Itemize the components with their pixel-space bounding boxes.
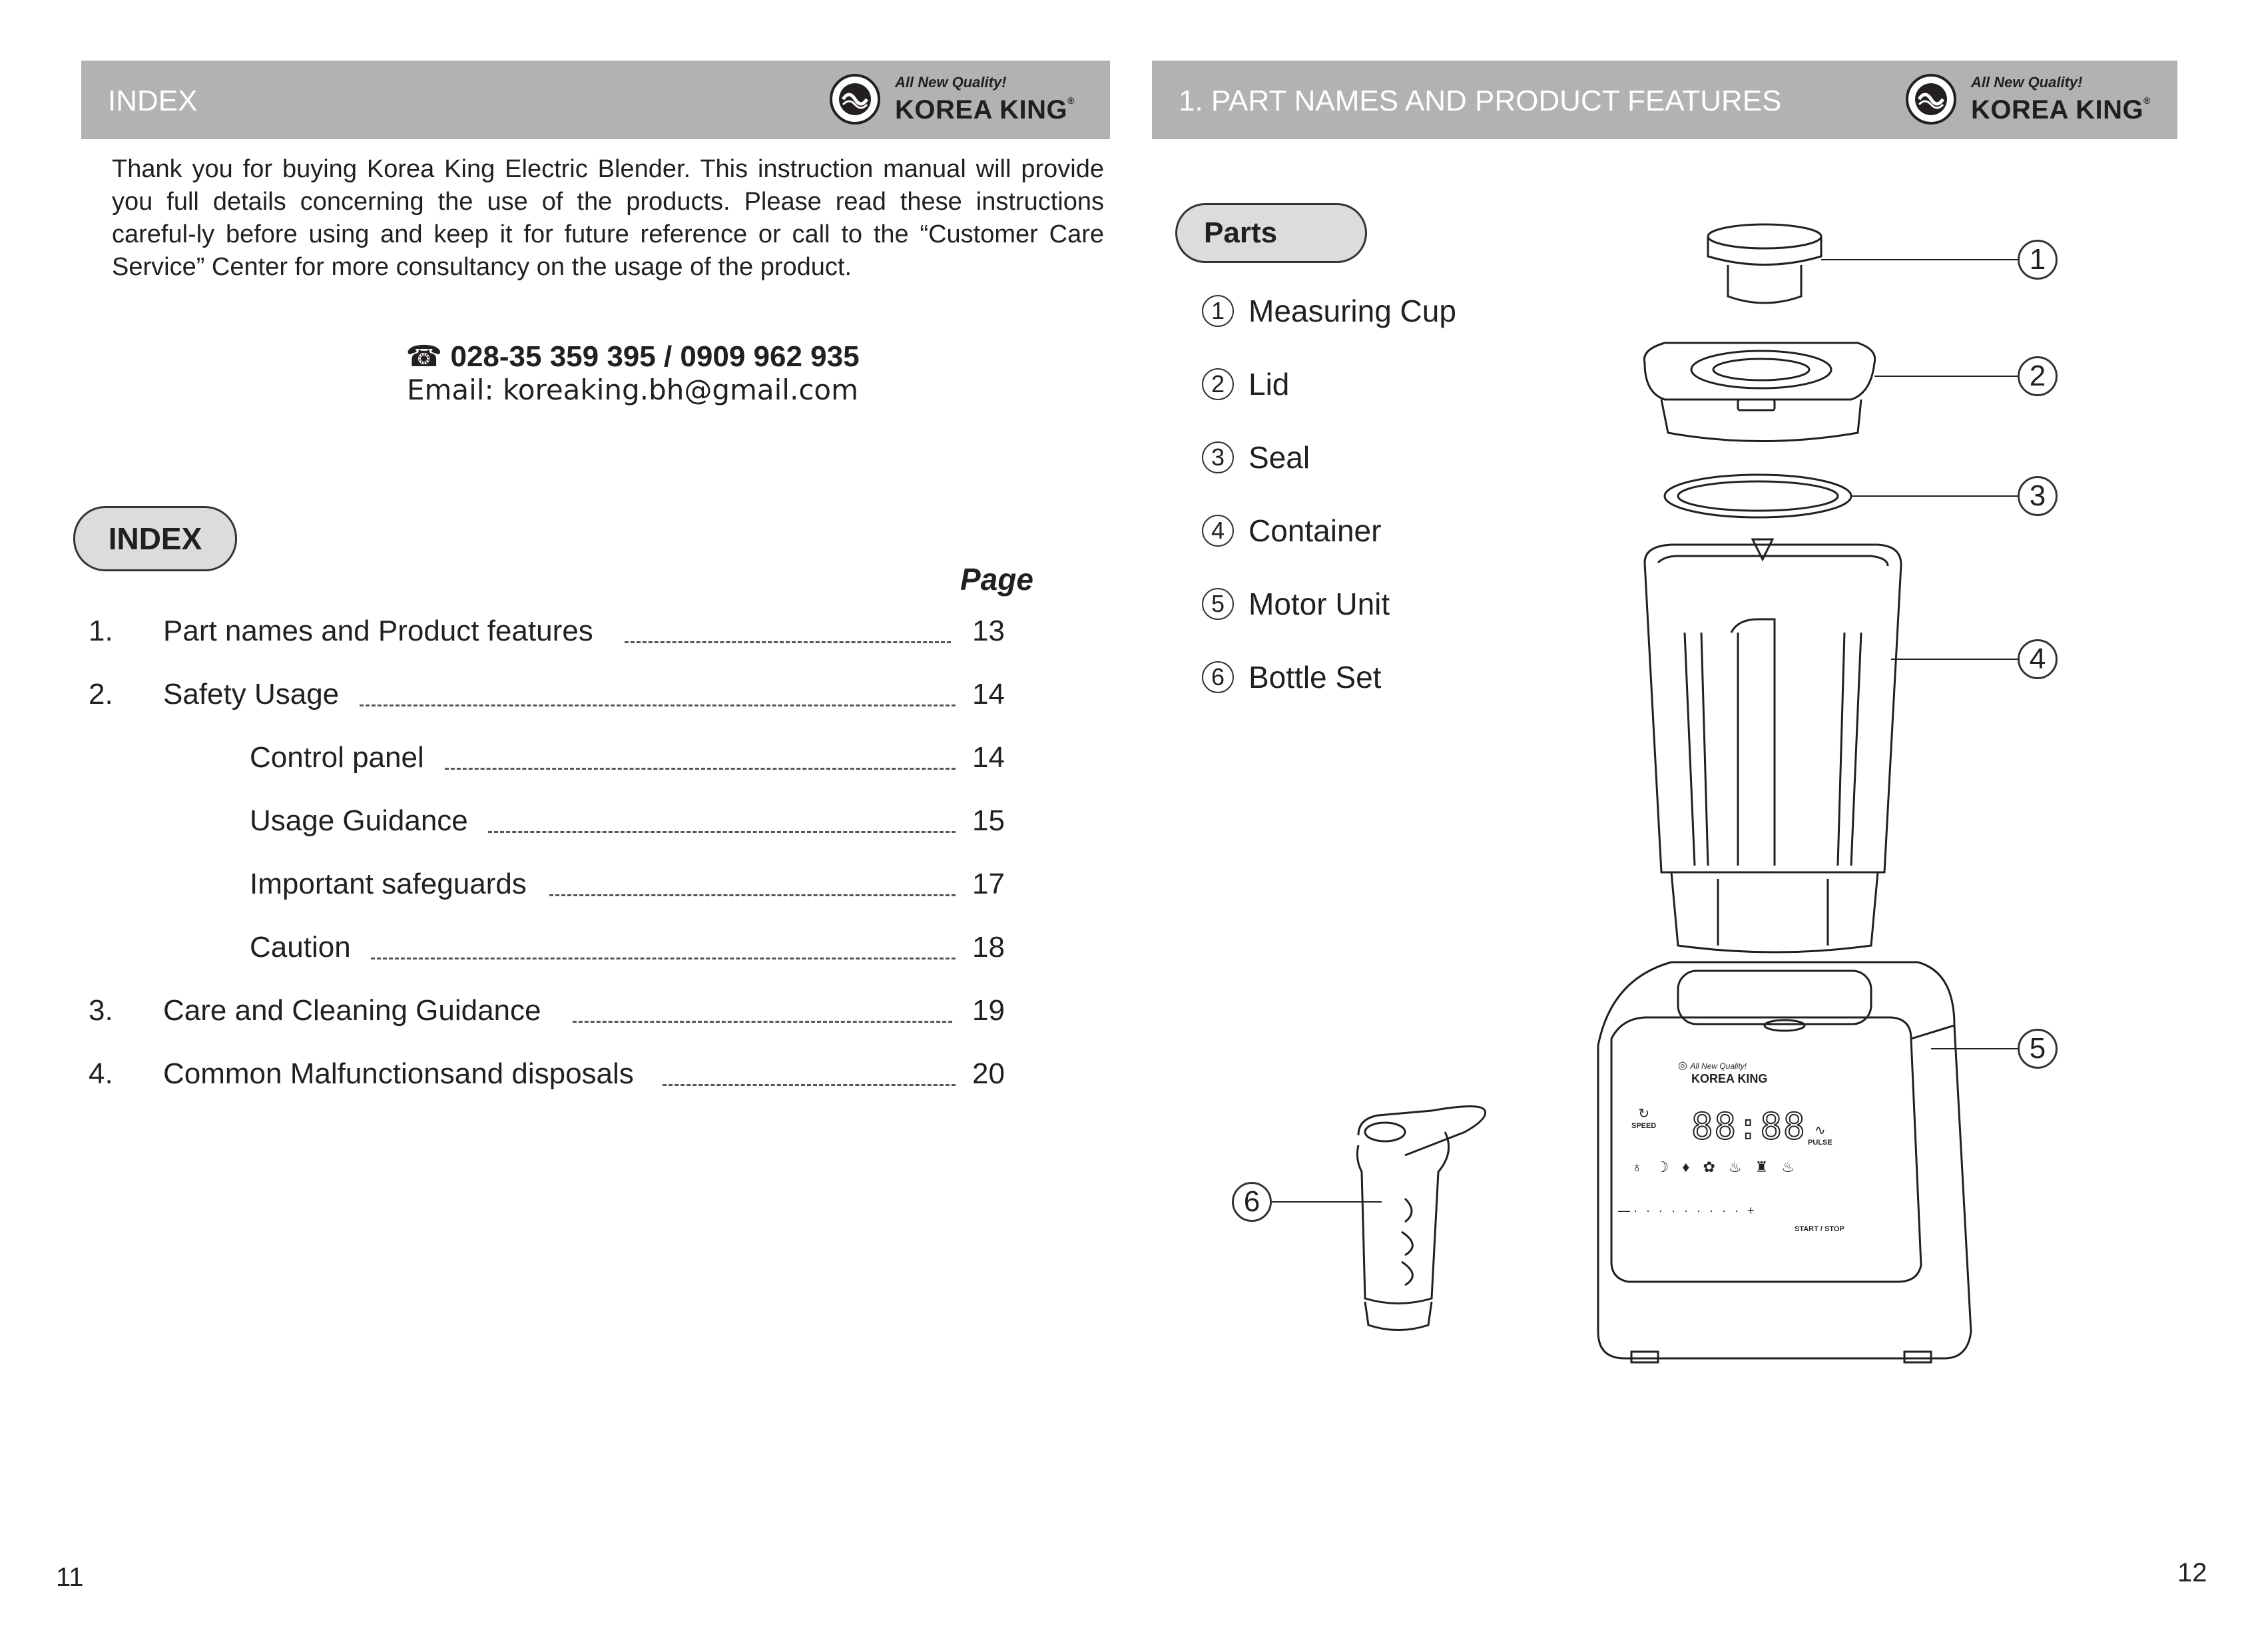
part-number-circle: 1 <box>1202 295 1234 327</box>
part-label: Seal <box>1249 440 1310 475</box>
toc-label: Usage Guidance <box>250 804 468 837</box>
part-number-circle: 5 <box>1202 588 1234 620</box>
toc-leader <box>445 768 956 770</box>
control-panel <box>1618 1059 1911 1258</box>
cup-icon[interactable]: ♜ <box>1755 1159 1782 1175</box>
start-stop-button[interactable]: START / STOP <box>1795 1225 1844 1233</box>
part-number-circle: 6 <box>1202 661 1234 693</box>
toc-page: 13 <box>972 615 1005 647</box>
toc-page: 18 <box>972 931 1005 964</box>
toc-row[interactable] <box>0 804 1065 844</box>
toc-number: 2. <box>89 678 113 710</box>
logo-brand: KOREA KING® <box>1971 95 2151 125</box>
logo-tagline: All New Quality! <box>895 74 1007 91</box>
banana-icon[interactable]: ☽ <box>1655 1159 1683 1175</box>
panel-brand: ◎ All New Quality! KOREA KING <box>1678 1060 1768 1085</box>
toc-row[interactable] <box>0 931 1065 971</box>
bottle-set-drawing <box>1357 1107 1485 1330</box>
plus-button[interactable]: + <box>1747 1204 1755 1217</box>
pepper-icon[interactable]: ♦ <box>1682 1159 1703 1175</box>
seal-drawing <box>1665 475 1851 517</box>
logo-brand: KOREA KING® <box>895 95 1075 125</box>
toc-number: 3. <box>89 994 113 1027</box>
right-brand-logo <box>1904 70 2171 130</box>
toc-page: 14 <box>972 741 1005 774</box>
panel-display: 88:88 <box>1691 1105 1807 1147</box>
herb-icon[interactable]: ✿ <box>1703 1159 1729 1175</box>
lid-drawing <box>1644 343 1874 441</box>
part-number-circle: 4 <box>1202 515 1234 547</box>
korea-king-emblem-icon <box>1904 73 1958 126</box>
phone-number: 028-35 359 395 / 0909 962 935 <box>450 340 860 373</box>
left-page-number: 11 <box>56 1563 84 1592</box>
email-line: Email: koreaking.bh@gmail.com <box>406 374 859 406</box>
right-header-bar <box>1152 61 2177 139</box>
toc-leader <box>488 831 956 833</box>
table-of-contents <box>0 0 1110 1132</box>
slider-dots: · · · · · · · · · <box>1633 1204 1747 1217</box>
toc-leader <box>625 641 951 643</box>
toc-row[interactable] <box>0 615 1065 655</box>
toc-label: Safety Usage <box>163 678 340 710</box>
toc-label: Care and Cleaning Guidance <box>163 994 541 1027</box>
toc-row[interactable] <box>0 868 1065 908</box>
right-page-number: 12 <box>2177 1558 2207 1587</box>
toc-label: Caution <box>250 931 351 964</box>
toc-page: 20 <box>972 1057 1005 1090</box>
toc-label: Important safeguards <box>250 868 527 900</box>
speed-button[interactable]: ↻ SPEED <box>1631 1107 1657 1130</box>
soup-icon[interactable]: ♨ <box>1781 1159 1809 1175</box>
callout-1: 1 <box>2018 240 2058 280</box>
toc-row[interactable] <box>0 678 1065 718</box>
toc-page: 17 <box>972 868 1005 900</box>
toc-leader <box>573 1021 952 1023</box>
container-drawing <box>1645 539 1901 952</box>
apple-icon[interactable]: ♁ <box>1631 1159 1656 1175</box>
toc-number: 4. <box>89 1057 113 1090</box>
left-header-title: INDEX <box>108 85 198 117</box>
part-label: Motor Unit <box>1249 587 1390 621</box>
toc-row[interactable] <box>0 741 1065 781</box>
toc-leader <box>371 958 956 960</box>
toc-label: Common Malfunctionsand disposals <box>163 1057 634 1090</box>
pulse-button[interactable]: ∿ PULSE <box>1808 1123 1832 1147</box>
minus-button[interactable]: — <box>1618 1204 1630 1217</box>
callout-5: 5 <box>2018 1029 2058 1069</box>
speed-icon: ↻ <box>1638 1107 1650 1121</box>
page-column-header: Page <box>960 562 1033 597</box>
toc-number: 1. <box>89 615 113 647</box>
callout-2: 2 <box>2018 356 2058 396</box>
toc-leader <box>360 704 956 706</box>
parts-section-pill: Parts <box>1175 203 1367 263</box>
part-label: Bottle Set <box>1249 660 1382 694</box>
toc-page: 15 <box>972 804 1005 837</box>
panel-emblem-icon: ◎ <box>1678 1060 1687 1071</box>
toc-page: 14 <box>972 678 1005 710</box>
thermometer-icon[interactable]: ♨ <box>1728 1159 1755 1175</box>
measuring-cup-drawing <box>1708 224 1821 303</box>
part-label: Lid <box>1249 367 1290 402</box>
part-number-circle: 2 <box>1202 368 1234 400</box>
toc-row[interactable] <box>0 1057 1065 1097</box>
toc-leader <box>549 894 956 896</box>
part-label: Container <box>1249 513 1382 548</box>
toc-leader <box>663 1084 956 1086</box>
index-section-pill: INDEX <box>73 506 237 571</box>
toc-page: 19 <box>972 994 1005 1027</box>
callout-4: 4 <box>2018 639 2058 679</box>
intro-paragraph: Thank you for buying Korea King Electric Blender. This instruction manual will provide you full details concerning the use of the products. Please read these instructions careful-ly before using and keep it for future reference or call to the “Customer Care Service” Center for more consultancy on the usage of the product. <box>112 155 1104 281</box>
callout-6: 6 <box>1232 1182 1272 1222</box>
part-label: Measuring Cup <box>1249 294 1456 328</box>
toc-row[interactable] <box>0 994 1065 1034</box>
part-number-circle: 3 <box>1202 441 1234 473</box>
logo-tagline: All New Quality! <box>1971 74 2083 91</box>
callout-3: 3 <box>2018 476 2058 516</box>
speed-slider[interactable] <box>1618 1204 1755 1218</box>
right-header-title: 1. PART NAMES AND PRODUCT FEATURES <box>1179 85 1782 117</box>
program-icons <box>1631 1159 1808 1176</box>
toc-label: Control panel <box>250 741 424 774</box>
telephone-icon: ☎ <box>406 340 443 373</box>
pulse-icon: ∿ <box>1814 1123 1826 1138</box>
toc-label: Part names and Product features <box>163 615 593 647</box>
